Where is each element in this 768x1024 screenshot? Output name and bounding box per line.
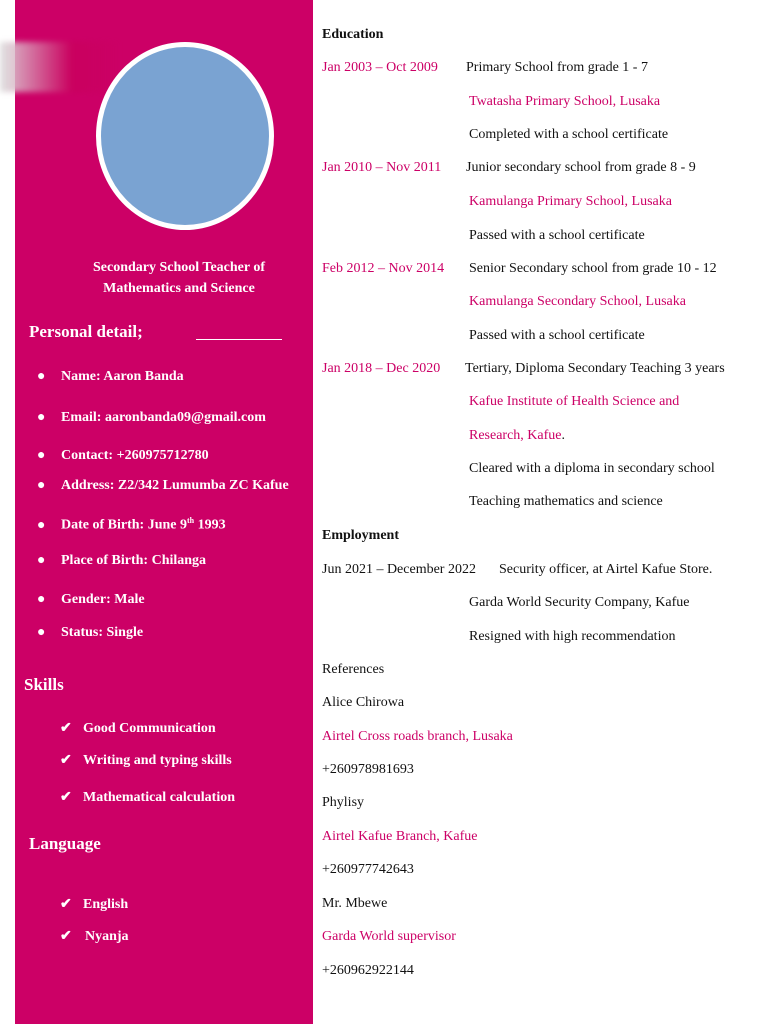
edu-title: Senior Secondary school from grade 10 - 12: [469, 261, 717, 276]
edu-school: Kamulanga Primary School, Lusaka: [469, 194, 672, 209]
edu-school-line2: Research, Kafue.: [469, 428, 566, 443]
check-icon: ✔: [60, 790, 72, 805]
edu-title: Primary School from grade 1 - 7: [466, 60, 648, 75]
reference-name: Alice Chirowa: [322, 695, 405, 710]
edu-school: Kamulanga Secondary School, Lusaka: [469, 294, 686, 309]
edu-dates: Jan 2018 – Dec 2020: [322, 361, 441, 376]
bullet-icon: ●: [37, 448, 46, 463]
edu-school: Kafue Institute of Health Science and: [469, 394, 680, 409]
language-item: ✔ Nyanja: [60, 929, 129, 944]
reference-org: Garda World supervisor: [322, 929, 456, 944]
personal-item-gender: ● Gender: Male: [37, 592, 145, 607]
reference-phone: +260962922144: [322, 963, 414, 978]
bullet-icon: ●: [37, 478, 46, 493]
education-heading: Education: [322, 27, 384, 42]
edu-title: Tertiary, Diploma Secondary Teaching 3 years: [465, 361, 725, 376]
heading-underline: [196, 339, 282, 340]
language-item: ✔ English: [60, 897, 129, 912]
personal-item-email: ● Email: aaronbanda09@gmail.com: [37, 410, 266, 425]
decorative-smudge: [0, 42, 120, 92]
edu-dates: Jan 2003 – Oct 2009: [322, 60, 438, 75]
edu-result: Passed with a school certificate: [469, 228, 645, 243]
bullet-icon: ●: [37, 625, 46, 640]
personal-item-contact: ● Contact: +260975712780: [37, 448, 209, 463]
edu-dates: Jan 2010 – Nov 2011: [322, 160, 442, 175]
employment-dates: Jun 2021 – December 2022: [322, 562, 476, 577]
employment-company: Garda World Security Company, Kafue: [469, 595, 690, 610]
skill-item: ✔ Mathematical calculation: [60, 790, 236, 805]
employment-title: Security officer, at Airtel Kafue Store.: [499, 562, 713, 577]
check-icon: ✔: [60, 753, 72, 768]
reference-phone: +260977742643: [322, 862, 414, 877]
bullet-icon: ●: [37, 410, 46, 425]
reference-phone: +260978981693: [322, 762, 414, 777]
bullet-icon: ●: [37, 369, 46, 384]
personal-item-name: ● Name: Aaron Banda: [37, 369, 184, 384]
employment-heading: Employment: [322, 528, 399, 543]
skill-item: ✔ Writing and typing skills: [60, 753, 232, 768]
reference-org: Airtel Cross roads branch, Lusaka: [322, 729, 513, 744]
edu-school: Twatasha Primary School, Lusaka: [469, 94, 661, 109]
personal-detail-heading: Personal detail;: [29, 322, 143, 341]
bullet-icon: ●: [37, 592, 46, 607]
personal-item-address: ● Address: Z2/342 Lumumba ZC Kafue: [37, 478, 289, 493]
edu-title: Junior secondary school from grade 8 - 9: [466, 160, 696, 175]
reference-org: Airtel Kafue Branch, Kafue: [322, 829, 478, 844]
language-heading: Language: [29, 834, 101, 853]
job-title: Secondary School Teacher of Mathematics and Science: [92, 260, 266, 296]
check-icon: ✔: [60, 721, 72, 736]
personal-item-dob: ● Date of Birth: June 9th 1993: [37, 516, 226, 533]
edu-result-line2: Teaching mathematics and science: [469, 494, 663, 509]
edu-result: Completed with a school certificate: [469, 127, 669, 142]
personal-item-birthplace: ● Place of Birth: Chilanga: [37, 553, 207, 568]
edu-result: Passed with a school certificate: [469, 328, 645, 343]
skill-item: ✔ Good Communication: [60, 721, 216, 736]
employment-note: Resigned with high recommendation: [469, 629, 676, 644]
profile-photo-placeholder: [96, 42, 274, 230]
check-icon: ✔: [60, 929, 72, 944]
bullet-icon: ●: [37, 517, 46, 533]
skills-heading: Skills: [24, 675, 64, 694]
references-heading: References: [322, 662, 385, 677]
personal-item-status: ● Status: Single: [37, 625, 144, 640]
check-icon: ✔: [60, 897, 72, 912]
reference-name: Mr. Mbewe: [322, 896, 388, 911]
edu-dates: Feb 2012 – Nov 2014: [322, 261, 445, 276]
edu-result: Cleared with a diploma in secondary school: [469, 461, 715, 476]
bullet-icon: ●: [37, 553, 46, 568]
reference-name: Phylisy: [322, 795, 365, 810]
